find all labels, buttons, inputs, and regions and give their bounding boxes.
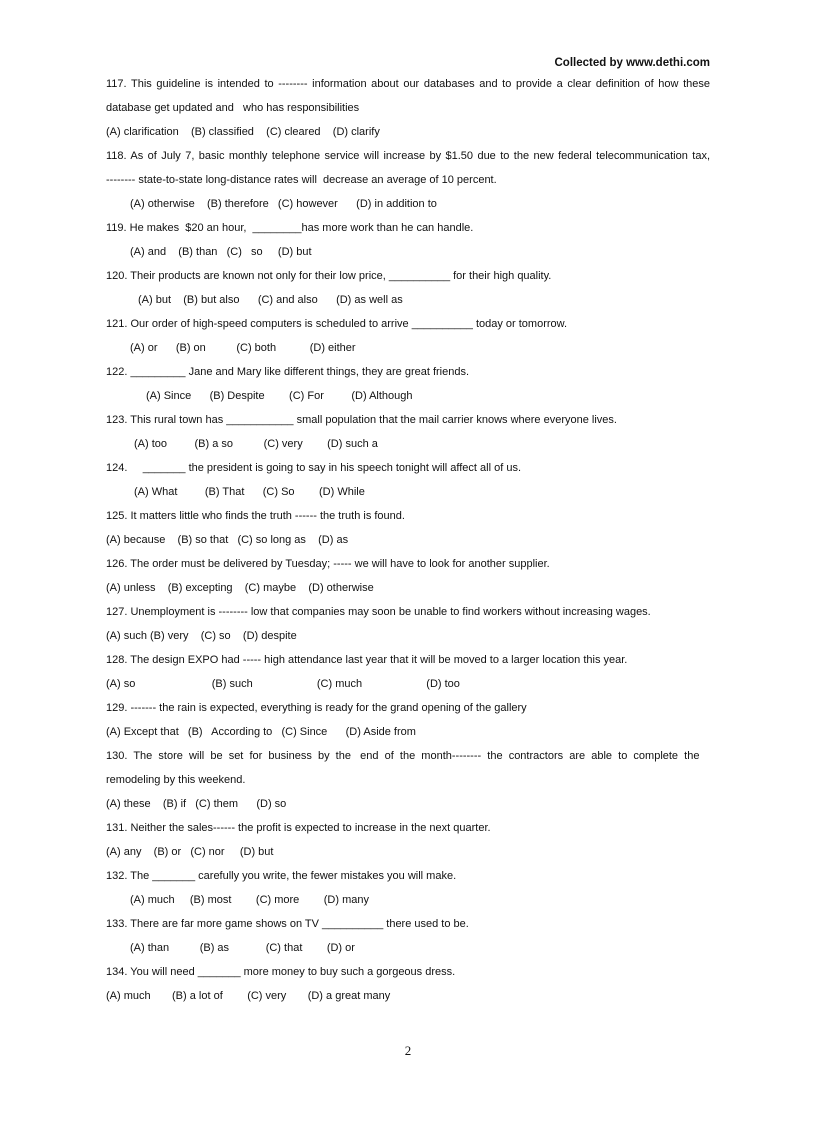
- question-122-text: 122. _________ Jane and Mary like different things, they are great friends.: [106, 366, 470, 378]
- question-119-options: (A) and (B) than (C) so (D) but: [130, 246, 312, 258]
- question-118-text-cont: -------- state-to-state long-distance rates will decrease an average of 10 percent.: [106, 174, 497, 186]
- question-132-text: 132. The _______ carefully you write, the fewer mistakes you will make.: [106, 870, 457, 882]
- question-129-options: (A) Except that (B) According to (C) Since (D) Aside from: [106, 726, 416, 738]
- question-117-options: (A) clarification (B) classified (C) cleared (D) clarify: [106, 126, 380, 138]
- question-134-text: 134. You will need _______ more money to buy such a gorgeous dress.: [106, 966, 456, 978]
- question-134-options: (A) much (B) a lot of (C) very (D) a great many: [106, 990, 391, 1002]
- question-123-text: 123. This rural town has ___________ small population that the mail carrier knows where everyone lives.: [106, 414, 617, 426]
- question-119-text: 119. He makes $20 an hour, ________has more work than he can handle.: [106, 222, 474, 234]
- question-133-text: 133. There are far more game shows on TV __________ there used to be.: [106, 918, 469, 930]
- question-117-text-cont: database get updated and who has responsibilities: [106, 102, 360, 114]
- question-131-options: (A) any (B) or (C) nor (D) but: [106, 846, 274, 858]
- question-124-text: 124. _______ the president is going to say in his speech tonight will affect all of us.: [106, 462, 522, 474]
- question-123-options: (A) too (B) a so (C) very (D) such a: [134, 438, 378, 450]
- question-117-text: 117. This guideline is intended to -------- information about our databases and to provide a clear definition of how these: [106, 78, 710, 90]
- question-126-options: (A) unless (B) excepting (C) maybe (D) otherwise: [106, 582, 374, 594]
- question-133-options: (A) than (B) as (C) that (D) or: [130, 942, 355, 954]
- question-122-options: (A) Since (B) Despite (C) For (D) Although: [146, 390, 413, 402]
- question-121-options: (A) or (B) on (C) both (D) either: [130, 342, 356, 354]
- question-130-text-cont: remodeling by this weekend.: [106, 774, 246, 786]
- page-header: Collected by www.dethi.com: [554, 57, 710, 69]
- question-131-text: 131. Neither the sales------ the profit is expected to increase in the next quarter.: [106, 822, 491, 834]
- question-118-options: (A) otherwise (B) therefore (C) however (D) in addition to: [130, 198, 437, 210]
- question-125-text: 125. It matters little who finds the truth ------ the truth is found.: [106, 510, 405, 522]
- question-127-options: (A) such (B) very (C) so (D) despite: [106, 630, 297, 642]
- question-128-options: (A) so (B) such (C) much (D) too: [106, 678, 460, 690]
- question-130-text: 130. The store will be set for business by the end of the month-------- the contractors are able to complete the: [106, 750, 700, 762]
- question-118-text: 118. As of July 7, basic monthly telephone service will increase by $1.50 due to the new federal telecommunication tax,: [106, 150, 710, 162]
- question-121-text: 121. Our order of high-speed computers is scheduled to arrive __________ today or tomorrow.: [106, 318, 568, 330]
- question-128-text: 128. The design EXPO had ----- high attendance last year that it will be moved to a larger location this year.: [106, 654, 628, 666]
- question-120-text: 120. Their products are known not only for their low price, __________ for their high quality.: [106, 270, 552, 282]
- question-127-text: 127. Unemployment is -------- low that companies may soon be unable to find workers without increasing wages.: [106, 606, 651, 618]
- page-number: 2: [404, 1043, 412, 1058]
- question-126-text: 126. The order must be delivered by Tuesday; ----- we will have to look for another supplier.: [106, 558, 550, 570]
- question-list: [106, 76, 710, 1012]
- question-124-options: (A) What (B) That (C) So (D) While: [134, 486, 365, 498]
- question-120-options: (A) but (B) but also (C) and also (D) as well as: [138, 294, 403, 306]
- question-125-options: (A) because (B) so that (C) so long as (D) as: [106, 534, 349, 546]
- question-132-options: (A) much (B) most (C) more (D) many: [130, 894, 369, 906]
- question-129-text: 129. ------- the rain is expected, everything is ready for the grand opening of the gallery: [106, 702, 527, 714]
- question-130-options: (A) these (B) if (C) them (D) so: [106, 798, 287, 810]
